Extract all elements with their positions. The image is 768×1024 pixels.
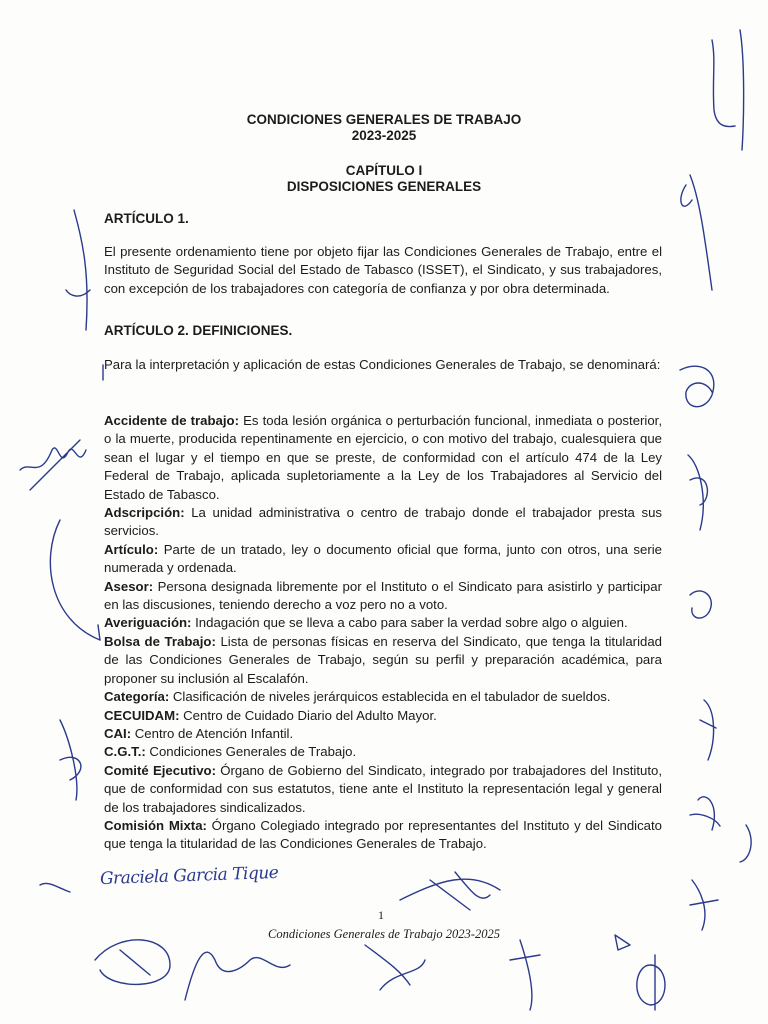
definition-text: Es toda lesión orgánica o perturbación funcional, inmediata o posterior, o la muerte, producida repentinamente en ejercicio, o con motivo del trabajo, cualesquiera que sean el lugar y el tiempo en que se preste, de conformidad con el artículo 474 de la Ley Federal de Trabajo, aplicada supletoriamente a la Ley de los Trabajadores al Servicio del Estado de Tabasco. [104,413,663,502]
bottom-signature-4 [510,940,540,1010]
definition-term: Accidente de trabajo: [104,413,239,428]
left-margin-large-arc [50,520,100,640]
handwritten-name-signature: Graciela Garcia Tique [99,862,279,890]
definition-text: Centro de Cuidado Diario del Adulto Mayor. [179,707,437,723]
definition-item [104,725,662,743]
bottom-signature-3 [365,945,425,990]
definition-item [104,541,662,578]
article-2-intro-paragraph: Para la interpretación y aplicación de estas Condiciones Generales de Trabajo, se denominará: [104,357,661,372]
article-1-paragraph: El presente ordenamiento tiene por objeto fijar las Condiciones Generales de Trabajo, entre el Instituto de Seguridad Social del Estado de Tabasco (ISSET), el Sindicato, y sus trabajadores, con excepción de los trabajadores con categoría de confianza y por obra determinada. [104,244,662,296]
article-2-heading-text: ARTÍCULO 2. DEFINICIONES. [104,323,293,338]
definition-item [104,817,662,854]
left-margin-bracket [98,625,100,640]
definition-term: Comisión Mixta: [104,817,207,833]
left-margin-signature-a [60,720,81,800]
article-1-heading [104,210,662,228]
definition-text: Indagación que se lleva a cabo para saber la verdad sobre algo o alguien. [191,615,628,631]
definition-term: Adscripción: [104,505,185,521]
left-margin-signature-scribble [20,440,86,490]
right-margin-initials-1 [680,366,714,407]
definition-text: Centro de Atención Infantil. [131,725,294,741]
right-margin-circle [740,825,751,862]
bottom-signature-circle [637,955,665,1010]
definition-item [104,578,662,615]
definition-item [104,688,662,706]
bottom-signature-1 [95,940,170,985]
article-1-body [104,243,662,298]
right-margin-scribble-4 [700,700,716,760]
bottom-signature-2 [185,952,290,1000]
definition-text: Órgano Colegiado integrado por representantes del Instituto y del Sindicato que tenga la titularidad de las Condiciones Generales de Trabajo. [104,817,663,852]
definitions-list [104,412,662,854]
left-margin-small-mark [40,883,70,892]
definition-item [104,743,662,761]
right-margin-initials-3 [690,591,711,618]
definition-term: Artículo: [104,541,159,557]
definition-term: Comité Ejecutivo: [104,762,216,778]
article-1-heading-text: ARTÍCULO 1. [104,211,189,226]
definition-text: Persona designada libremente por el Instituto o el Sindicato para asistirlo y participar en las discusiones, teniendo derecho a voz pero no a voto. [104,578,662,613]
document-years: 2023-2025 [351,128,417,143]
definition-item [104,707,662,725]
left-margin-line-article1 [66,210,90,330]
definition-text: Condiciones Generales de Trabajo. [145,744,357,760]
definition-text: Parte de un tratado, ley o documento oficial que forma, junto con otros, una serie numerada y ordenada. [104,541,662,576]
footer-text: Condiciones Generales de Trabajo 2023-2025 [268,927,500,941]
right-margin-scribble-5 [690,797,720,830]
definition-item [104,412,662,504]
definition-term: C.G.T.: [104,744,146,760]
definition-item [104,614,662,632]
definition-item [104,762,662,817]
definition-text: Lista de personas físicas en reserva del Sindicato, que tenga la titularidad de las Condiciones Generales de Trabajo, según su perfil y preparación académica, para proponer su inclusión al Escalafón. [104,633,662,686]
right-margin-initials-2 [688,455,707,530]
article-2-intro [104,356,662,374]
footer-signature-center [400,872,500,910]
definition-term: Averiguación: [104,615,192,631]
definition-term: Asesor: [104,578,154,594]
chapter-number: CAPÍTULO I [345,163,423,178]
document-title: CONDICIONES GENERALES DE TRABAJO [246,112,522,127]
article-2-heading [104,322,662,340]
definition-item [104,504,662,541]
definition-item [104,633,662,688]
chapter-title: DISPOSICIONES GENERALES [286,179,482,194]
page-number: 1 [378,908,384,922]
definition-term: CAI: [104,725,132,741]
definition-text: Órgano de Gobierno del Sindicato, integrado por trabajadores del Instituto, que de conformidad con sus estatutos, tiene ante el Instituto la representación legal y general de los trabajadores sindicalizados. [104,762,662,815]
definition-text: Clasificación de niveles jerárquicos establecida en el tabulador de sueldos. [169,689,611,705]
definition-term: Categoría: [104,689,170,705]
definition-text: La unidad administrativa o centro de trabajo donde el trabajador presta sus servicios. [104,505,662,539]
right-margin-scribble-6 [690,880,718,930]
definition-term: Bolsa de Trabajo: [104,633,216,649]
definition-term: CECUIDAM: [104,707,180,723]
